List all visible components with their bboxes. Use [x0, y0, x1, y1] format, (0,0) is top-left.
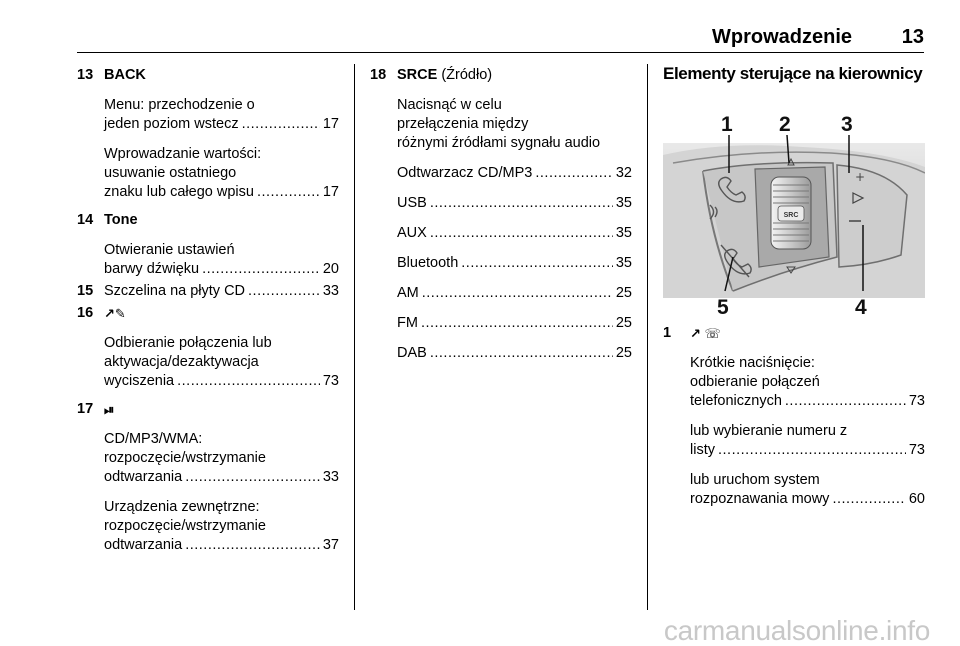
callout-1: 1: [721, 113, 733, 136]
toc-line: [690, 392, 925, 411]
text-line: różnymi źródłami sygnału audio: [397, 135, 601, 151]
toc-line: [104, 260, 339, 279]
svg-text:+: +: [855, 170, 866, 184]
callout-4: 4: [855, 296, 867, 316]
toc-text: telefonicznych: [690, 393, 782, 409]
column-divider-right: [647, 64, 648, 610]
toc-page: 25: [615, 285, 632, 301]
text-line: Otwieranie ustawień: [104, 242, 235, 258]
toc-page: 73: [322, 373, 339, 389]
phone-voice-icon: ↗ ☏: [690, 326, 721, 341]
toc-text: odtwarzania: [104, 537, 183, 553]
entry-number: 13: [77, 67, 94, 83]
column-divider-left: [354, 64, 355, 610]
toc-page: 20: [322, 261, 339, 277]
toc-text: listy: [690, 442, 715, 458]
column-2: [370, 66, 632, 363]
callout-5: 5: [717, 296, 729, 316]
toc-line: [397, 164, 632, 183]
toc-line: [104, 282, 339, 301]
entry-number: 1: [663, 325, 672, 341]
toc-text: Bluetooth: [397, 255, 459, 271]
column-3-list: [663, 324, 925, 509]
text-line: Menu: przechodzenie o: [104, 97, 255, 113]
entry-heading: [397, 66, 632, 85]
toc-page: 73: [908, 393, 925, 409]
toc-line: [397, 284, 632, 303]
phone-mute-icon: ↗✎: [104, 306, 126, 321]
toc-page: 73: [908, 442, 925, 458]
text-line: rozpoczęcie/wstrzymanie: [104, 518, 266, 534]
toc-page: 33: [322, 469, 339, 485]
src-button-label: SRC: [783, 212, 799, 219]
entry-16: [77, 304, 339, 391]
header-rule: [77, 52, 924, 53]
toc-page: 60: [908, 491, 925, 507]
entry-13: [77, 66, 339, 202]
text-line: Krótkie naciśnięcie:: [690, 355, 815, 371]
entry-18: [370, 66, 632, 363]
entry-title: BACK: [104, 67, 146, 83]
paragraph: [104, 334, 339, 391]
text-line: Wprowadzanie wartości:: [104, 146, 262, 162]
toc-line: [397, 194, 632, 213]
entry-15: [77, 282, 339, 301]
paragraph: [104, 430, 339, 487]
toc-page: 17: [322, 184, 339, 200]
entry-title-suffix: (Źródło): [437, 67, 493, 83]
page-number: 13: [901, 26, 924, 48]
text-line: rozpoczęcie/wstrzymanie: [104, 450, 266, 466]
toc-text: DAB: [397, 345, 427, 361]
column-1: [77, 66, 339, 555]
toc-text: znaku lub całego wpisu: [104, 184, 254, 200]
paragraph: [104, 498, 339, 555]
paragraph: [104, 96, 339, 134]
section-title: Elementy sterujące na kierownicy: [663, 64, 923, 83]
toc-line: [690, 490, 925, 509]
toc-text: wyciszenia: [104, 373, 175, 389]
toc-line: [397, 224, 632, 243]
text-line: lub uruchom system: [690, 472, 820, 488]
text-line: CD/MP3/WMA:: [104, 431, 203, 447]
toc-text: FM: [397, 315, 418, 331]
steering-wheel-controls-image: [663, 107, 925, 316]
text-line: lub wybieranie numeru z: [690, 423, 848, 439]
source-list: [397, 164, 632, 363]
text-line: Urządzenia zewnętrzne:: [104, 499, 260, 515]
toc-text: Odtwarzacz CD/MP3: [397, 165, 533, 181]
entry-number: 15: [77, 283, 94, 299]
callout-2: 2: [779, 113, 791, 136]
watermark: carmanualsonline.info: [663, 615, 930, 646]
toc-page: 17: [322, 116, 339, 132]
callout-3: 3: [841, 113, 853, 136]
toc-line: [104, 536, 339, 555]
entry-1: [663, 324, 925, 509]
entry-number: 16: [77, 305, 94, 321]
text-line: Odbieranie połączenia lub: [104, 335, 272, 351]
toc-text: AM: [397, 285, 419, 301]
paragraph: [104, 241, 339, 279]
toc-line: [397, 344, 632, 363]
entry-title: SRCE: [397, 67, 438, 83]
toc-line: [104, 468, 339, 487]
entry-14: [77, 211, 339, 279]
toc-line: [104, 372, 339, 391]
entry-number: 14: [77, 212, 94, 228]
toc-line: [104, 115, 339, 134]
paragraph: [690, 471, 925, 509]
toc-line: [397, 314, 632, 333]
toc-text: jeden poziom wstecz: [104, 116, 239, 132]
toc-page: 37: [322, 537, 339, 553]
toc-text: odtwarzania: [104, 469, 183, 485]
entry-title: Tone: [104, 212, 138, 228]
paragraph: [690, 422, 925, 460]
text-line: odbieranie połączeń: [690, 374, 820, 390]
column-3: [663, 64, 925, 83]
toc-line: [690, 441, 925, 460]
toc-page: 35: [615, 255, 632, 271]
toc-page: 35: [615, 225, 632, 241]
entry-17: [77, 400, 339, 555]
text-line: przełączenia między: [397, 116, 529, 132]
paragraph: [104, 145, 339, 202]
toc-text: USB: [397, 195, 427, 211]
toc-page: 33: [322, 283, 339, 299]
toc-line: [104, 183, 339, 202]
entry-number: 17: [77, 401, 94, 417]
toc-text: AUX: [397, 225, 427, 241]
toc-page: 32: [615, 165, 632, 181]
toc-text: Szczelina na płyty CD: [104, 283, 246, 299]
toc-page: 25: [615, 315, 632, 331]
toc-page: 35: [615, 195, 632, 211]
page-header-title: Wprowadzenie: [711, 26, 852, 48]
toc-text: barwy dźwięku: [104, 261, 200, 277]
paragraph: [397, 96, 632, 153]
toc-page: 25: [615, 345, 632, 361]
text-line: usuwanie ostatniego: [104, 165, 237, 181]
text-line: Nacisnąć w celu: [397, 97, 502, 113]
toc-line: [397, 254, 632, 273]
play-pause-icon: ⏯: [104, 402, 115, 417]
entry-number: 18: [370, 67, 387, 83]
text-line: aktywacja/dezaktywacja: [104, 354, 259, 370]
paragraph: [690, 354, 925, 411]
toc-text: rozpoznawania mowy: [690, 491, 830, 507]
